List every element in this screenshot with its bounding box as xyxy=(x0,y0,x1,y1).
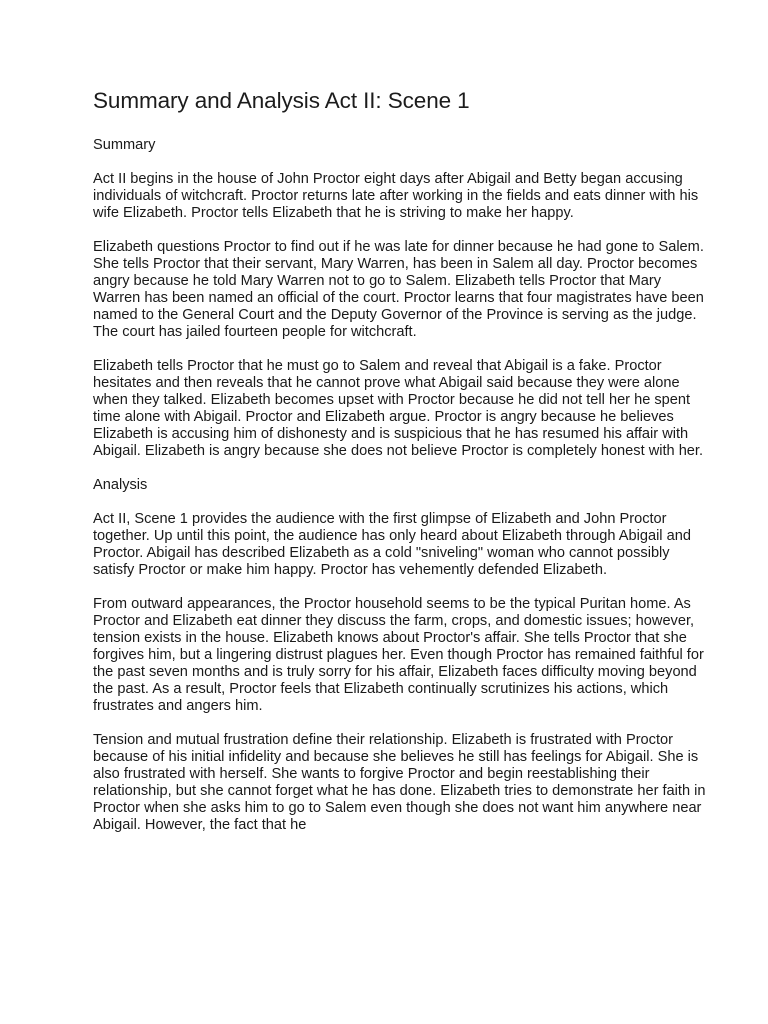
summary-paragraph-3: Elizabeth tells Proctor that he must go to Salem and reveal that Abigail is a fake. Proctor hesitates and then reveals that he cannot prove what Abigail said because they were alone when they talked. Elizabeth becomes upset with Proctor because he did not tell her he spent time alone with Abigail. Proctor and Elizabeth argue. Proctor is angry because he believes Elizabeth is accusing him of dishonesty and is suspicious that he has resumed his affair with Abigail. Elizabeth is angry because she does not believe Proctor is completely honest with her. xyxy=(93,358,704,459)
document-page xyxy=(93,86,708,851)
summary-heading: Summary xyxy=(93,137,156,153)
analysis-heading: Analysis xyxy=(93,477,148,493)
analysis-paragraph-3: Tension and mutual frustration define their relationship. Elizabeth is frustrated with Proctor because of his initial infidelity and because she believes he still has feelings for Abigail. She is also frustrated with herself. She wants to forgive Proctor and begin reestablishing their relationship, but she cannot forget what he has done. Elizabeth tries to demonstrate her faith in Proctor when she asks him to go to Salem even though she does not want him anywhere near Abigail. However, the fact that he xyxy=(93,732,706,833)
page-title: Summary and Analysis Act II: Scene 1 xyxy=(93,88,470,113)
analysis-paragraph-1: Act II, Scene 1 provides the audience with the first glimpse of Elizabeth and John Proctor together. Up until this point, the audience has only heard about Elizabeth through Abigail and Proctor. Abigail has described Elizabeth as a cold "sniveling" woman who cannot possibly satisfy Proctor or make him happy. Proctor has vehemently defended Elizabeth. xyxy=(93,511,691,578)
summary-paragraph-2: Elizabeth questions Proctor to find out if he was late for dinner because he had gone to Salem. She tells Proctor that their servant, Mary Warren, has been in Salem all day. Proctor becomes angry because he told Mary Warren not to go to Salem. Elizabeth tells Proctor that Mary Warren has been named an official of the court. Proctor learns that four magistrates have been named to the General Court and the Deputy Governor of the Province is serving as the judge. The court has jailed fourteen people for witchcraft. xyxy=(93,239,704,340)
summary-paragraph-1: Act II begins in the house of John Proctor eight days after Abigail and Betty began accusing individuals of witchcraft. Proctor returns late after working in the fields and eats dinner with his wife Elizabeth. Proctor tells Elizabeth that he is striving to make her happy. xyxy=(93,171,699,221)
analysis-paragraph-2: From outward appearances, the Proctor household seems to be the typical Puritan home. As Proctor and Elizabeth eat dinner they discuss the farm, crops, and domestic issues; however, tension exists in the house. Elizabeth knows about Proctor's affair. She tells Proctor that she forgives him, but a lingering distrust plagues her. Even though Proctor has remained faithful for the past seven months and is truly sorry for his affair, Elizabeth faces difficulty moving beyond the past. As a result, Proctor feels that Elizabeth continually scrutinizes his actions, which frustrates and angers him. xyxy=(93,596,704,714)
